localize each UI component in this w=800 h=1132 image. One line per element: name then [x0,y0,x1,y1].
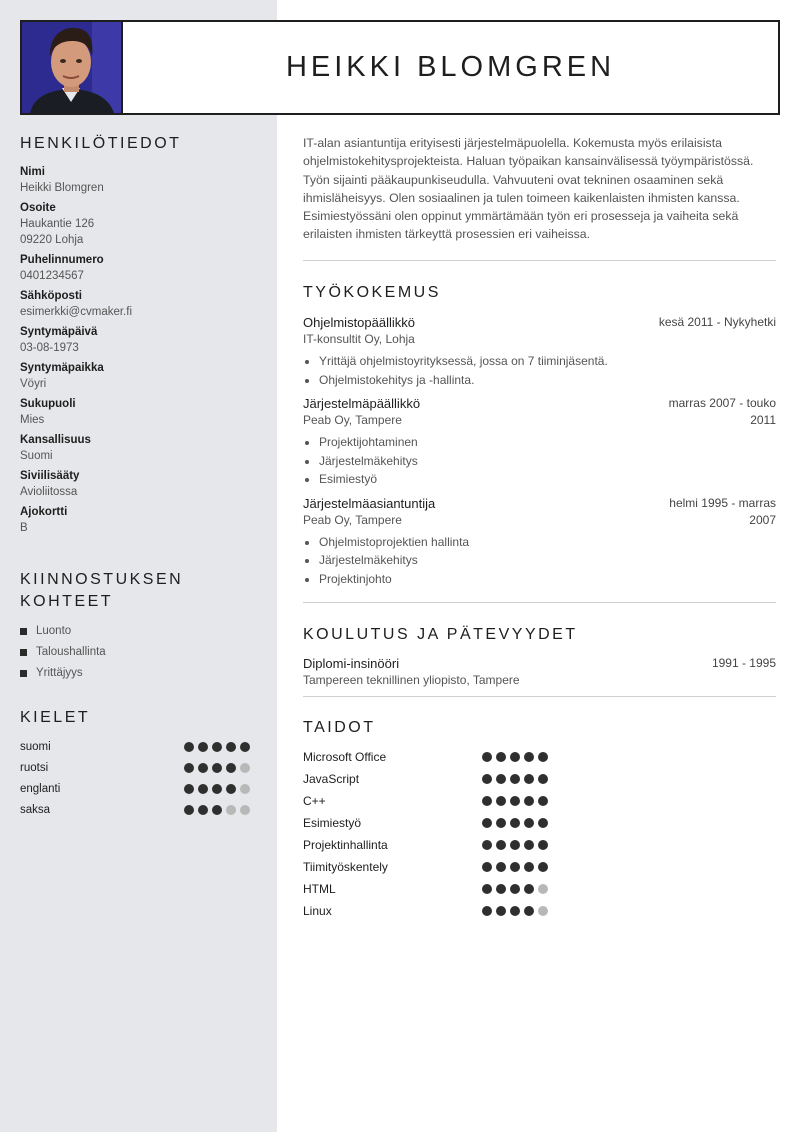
rating-dot [510,840,520,850]
rating-dot [524,818,534,828]
info-item [20,433,260,464]
info-value: Heikki Blomgren [20,182,104,194]
rating-dot [482,862,492,872]
skill-name: Linux [303,904,332,918]
profile-photo [22,22,123,113]
rating-dot [524,774,534,784]
interest-label: Yrittäjyys [36,667,83,679]
job-date-line2: 2007 [749,512,776,527]
skill-row [303,900,776,922]
languages-list [20,736,250,820]
language-row [20,799,250,820]
rating-dot [226,763,236,773]
rating-dot [226,784,236,794]
job-bullet: • Ohjelmistokehitys ja -hallinta. [319,371,776,390]
skill-name: HTML [303,882,336,896]
header [20,20,780,115]
job-left [303,314,415,348]
rating-dot [482,752,492,762]
skill-level-dots [482,884,548,894]
info-item [20,289,260,320]
rating-dot [524,796,534,806]
language-row [20,757,250,778]
job-header [303,314,776,348]
summary-section [303,134,776,244]
info-label: Syntymäpäivä [20,326,98,338]
language-name: suomi [20,740,51,753]
job-entry [303,495,776,589]
rating-dot [212,763,222,773]
info-value: 0401234567 [20,270,84,282]
info-label: Sukupuoli [20,398,76,410]
rating-dot [496,774,506,784]
skill-row [303,878,776,900]
skill-row [303,834,776,856]
languages-title: KIELET [20,709,91,726]
rating-dot [198,742,208,752]
skill-level-dots [482,796,548,806]
rating-dot [482,906,492,916]
rating-dot [496,884,506,894]
rating-dot [482,774,492,784]
skill-row [303,812,776,834]
skills-list [303,746,776,922]
rating-dot [538,906,548,916]
divider [303,260,776,261]
job-date-line1: kesä 2011 - Nykyhetki [658,315,776,329]
job-date-line2: 2011 [750,413,776,427]
info-item [20,469,260,500]
rating-dot [510,906,520,916]
rating-dot [482,818,492,828]
rating-dot [496,796,506,806]
info-value: Suomi [20,450,53,462]
interests-list [20,621,260,684]
info-label: Ajokortti [20,506,68,518]
rating-dot [510,796,520,806]
job-company: Peab Oy, Tampere [303,512,402,527]
interests-section [20,569,260,684]
skill-row [303,790,776,812]
info-label: Sähköposti [20,290,82,302]
job-date-line1: helmi 1995 - marras [669,495,776,510]
info-label: Puhelinnumero [20,254,104,266]
rating-dot [240,763,250,773]
rating-dot [496,840,506,850]
job-bullet: • Projektinjohto [319,570,776,589]
skill-name: Tiimityöskentely [303,860,388,874]
info-item [20,397,260,428]
job-date [659,314,776,331]
info-label: Osoite [20,202,56,214]
info-item [20,505,260,536]
job-left [303,395,420,429]
job-bullets [303,533,776,589]
skill-level-dots [482,752,548,762]
job-bullets [303,352,776,389]
interest-label: Luonto [36,625,72,637]
rating-dot [524,884,534,894]
rating-dot [226,742,236,752]
job-bullet: • Esimiestyö [319,470,776,489]
rating-dot [510,774,520,784]
job-date [669,395,776,429]
skill-name: Microsoft Office [303,750,387,764]
job-title: Järjestelmäpäällikkö [303,396,421,411]
job-header [303,495,776,529]
rating-dot [496,862,506,872]
skills-title: TAIDOT [303,719,376,736]
rating-dot [524,862,534,872]
full-name: HEIKKI BLOMGREN [285,51,616,83]
rating-dot [212,805,222,815]
info-item [20,201,260,248]
rating-dot [538,752,548,762]
rating-dot [184,784,194,794]
skill-name: Projektinhallinta [303,838,388,852]
rating-dot [482,796,492,806]
education-entry [303,655,776,689]
job-company: Peab Oy, Tampere [303,413,402,427]
job-bullet: • Järjestelmäkehitys [319,452,776,471]
job-entry [303,395,776,489]
skills-section [303,717,776,922]
info-value: 09220 Lohja [20,234,84,246]
rating-dot [524,752,534,762]
job-bullet: • Projektijohtaminen [319,433,776,452]
info-label: Siviilisääty [20,470,80,482]
skill-row [303,856,776,878]
language-level-dots [184,742,250,752]
rating-dot [538,840,548,850]
personal-info-title: HENKILÖTIEDOT [20,135,182,152]
skill-level-dots [482,906,548,916]
job-bullets [303,433,776,489]
language-row [20,778,250,799]
skill-row [303,746,776,768]
rating-dot [482,840,492,850]
rating-dot [496,906,506,916]
language-row [20,736,250,757]
personal-info-section [20,133,260,541]
divider [303,696,776,697]
language-level-dots [184,763,250,773]
skill-level-dots [482,862,548,872]
info-item [20,253,260,284]
rating-dot [496,818,506,828]
job-company: IT-konsultit Oy, Lohja [303,332,415,346]
education-header [303,655,776,672]
info-label: Kansallisuus [20,434,91,446]
language-level-dots [184,805,250,815]
rating-dot [538,818,548,828]
info-value: esimerkki@cvmaker.fi [20,306,132,318]
skill-name: C++ [303,794,326,808]
rating-dot [240,742,250,752]
info-value: B [20,522,28,534]
rating-dot [240,805,250,815]
rating-dot [226,805,236,815]
rating-dot [212,742,222,752]
info-item [20,361,260,392]
rating-dot [198,763,208,773]
language-name: saksa [20,803,51,816]
skill-level-dots [482,774,548,784]
rating-dot [510,752,520,762]
summary-text: IT-alan asiantuntija erityisesti järjestelmäpuolella. Kokemusta myös erilaisista ohjelmistokehitysprojekteista. Haluan työpaikan kansainvälisessä työympäristössä. Työn sijainti pääkaupunkiseudulla. Vahvuuteni ovat tekninen osaaminen sekä ihmisläheisyys. Olen sosiaalinen ja tulen toimeen kaikenlaisten ihmisten kanssa. Esimiestyössäni olen oppinut ymmärtämään työn eri prosesseja ja vaiheita sekä erilaisten ihmisten tärkeyttä prosessien eri vaiheissa. [303,136,754,242]
rating-dot [482,884,492,894]
rating-dot [538,862,548,872]
experience-title: TYÖKOKEMUS [303,284,441,301]
job-title: Järjestelmäasiantuntija [303,495,436,511]
rating-dot [198,784,208,794]
rating-dot [496,752,506,762]
interest-label: Taloushallinta [36,646,106,658]
job-bullet: • Ohjelmistoprojektien hallinta [319,533,776,552]
language-level-dots [184,784,250,794]
experience-section [303,282,776,594]
education-title: KOULUTUS JA PÄTEVYYDET [303,626,578,643]
rating-dot [212,784,222,794]
interest-item [20,642,260,663]
jobs-list [303,314,776,588]
square-bullet-icon [20,628,27,635]
info-value: Mies [20,414,45,426]
interests-title-line2: KOHTEET [20,593,114,610]
rating-dot [538,796,548,806]
job-left [303,495,435,529]
skill-row [303,768,776,790]
rating-dot [510,862,520,872]
divider [303,602,776,603]
rating-dot [184,763,194,773]
skill-level-dots [482,818,548,828]
language-name: ruotsi [20,761,49,774]
education-date: 1991 - 1995 [711,656,776,670]
info-value: 03-08-1973 [20,342,79,354]
info-label: Syntymäpaikka [20,362,104,374]
job-bullet: • Yrittäjä ohjelmistoyrityksessä, jossa on 7 tiiminjäsentä. [319,352,776,371]
interests-title [20,569,260,613]
rating-dot [510,818,520,828]
personal-info-list [20,165,260,536]
rating-dot [184,742,194,752]
rating-dot [524,840,534,850]
skill-name: Esimiestyö [303,816,362,830]
rating-dot [524,906,534,916]
rating-dot [240,784,250,794]
rating-dot [198,805,208,815]
rating-dot [510,884,520,894]
info-label: Nimi [20,166,45,178]
skill-level-dots [482,840,548,850]
interests-title-line1: KIINNOSTUKSEN [20,571,184,588]
rating-dot [184,805,194,815]
rating-dot [538,884,548,894]
education-school: Tampereen teknillinen yliopisto, Tampere [303,673,520,687]
rating-dot [538,774,548,784]
interest-item [20,663,260,684]
info-value: Vöyri [20,378,47,390]
info-item [20,165,260,196]
language-name: englanti [20,782,61,795]
square-bullet-icon [20,670,27,677]
job-bullet: • Järjestelmäkehitys [319,551,776,570]
education-list [303,655,776,689]
square-bullet-icon [20,649,27,656]
job-title: Ohjelmistopäällikkö [303,315,415,330]
job-date-line1: marras 2007 - touko [668,396,776,410]
info-value: Haukantie 126 [20,218,95,230]
languages-section [20,707,250,820]
job-entry [303,314,776,389]
info-item [20,325,260,356]
skill-name: JavaScript [303,772,360,786]
education-degree: Diplomi-insinööri [303,656,400,671]
job-header [303,395,776,429]
education-section [303,624,776,689]
job-date [669,495,776,529]
info-value: Avioliitossa [20,486,78,498]
interest-item [20,621,260,642]
